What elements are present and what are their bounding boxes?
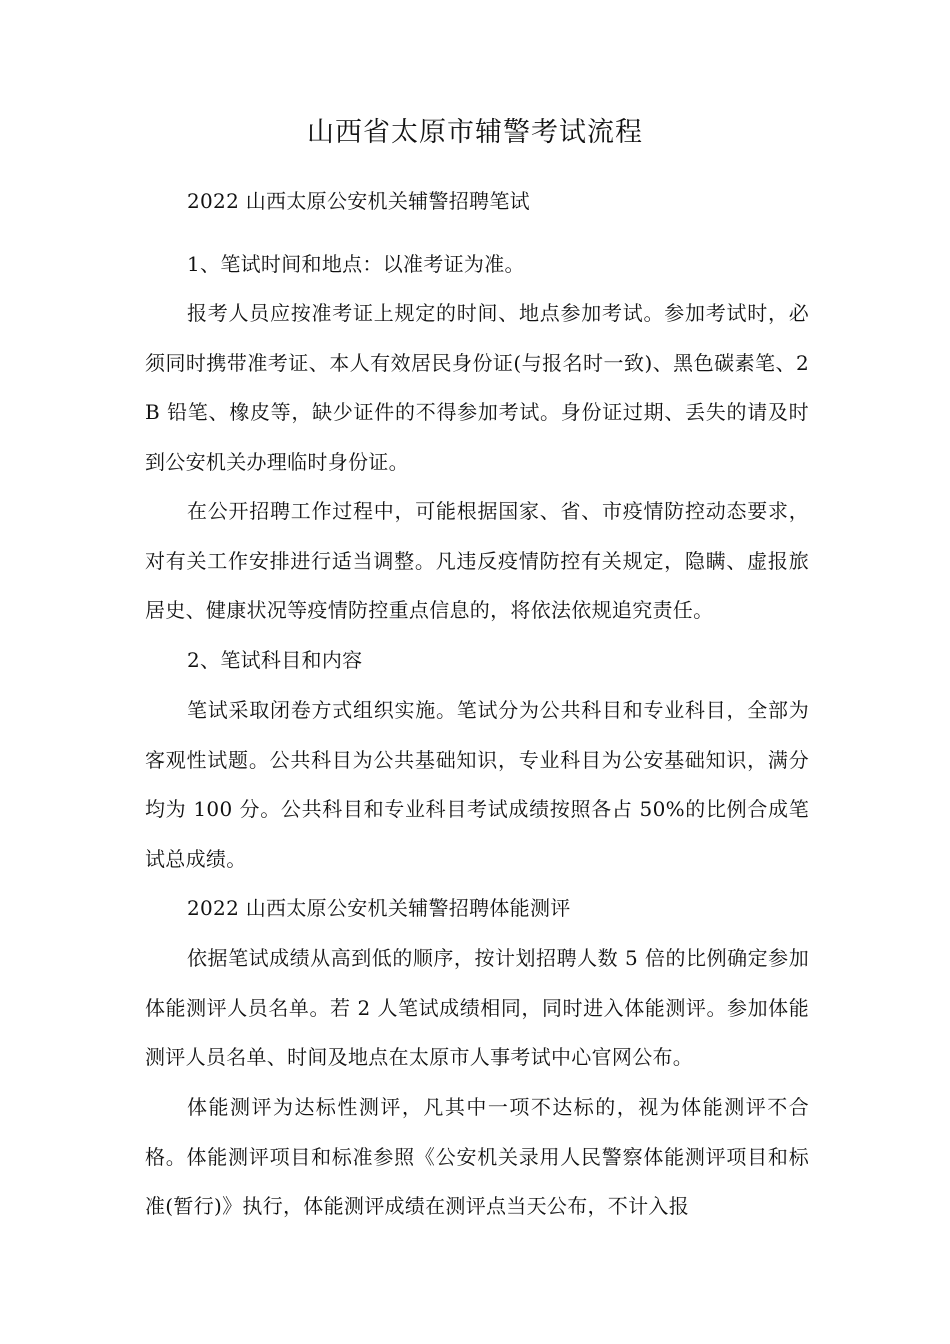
- paragraph-exam-time-place: 1、笔试时间和地点：以准考证为准。: [187, 252, 525, 276]
- paragraph-epidemic-control: 在公开招聘工作过程中，可能根据国家、省、市疫情防控动态要求，对有关工作安排进行适当调整。凡违反疫情防控有关规定，隐瞒、虚报旅居史、健康状况等疫情防控重点信息的，将依法依规追究责任。: [145, 499, 809, 622]
- paragraph-fitness-selection: 依据笔试成绩从高到低的顺序，按计划招聘人数 5 倍的比例确定参加体能测评人员名单。若 2 人笔试成绩相同，同时进入体能测评。参加体能测评人员名单、时间及地点在太原市人事考试中心官网公布。: [145, 946, 809, 1069]
- paragraph-exam-subjects-heading: 2、笔试科目和内容: [187, 648, 363, 672]
- paragraph-exam-subjects: 笔试采取闭卷方式组织实施。笔试分为公共科目和专业科目，全部为客观性试题。公共科目为公共基础知识，专业科目为公安基础知识，满分均为 100 分。公共科目和专业科目考试成绩按照各占 50%的比例合成笔试总成绩。: [145, 698, 809, 871]
- paragraph-heading-fitness-test: 2022 山西太原公安机关辅警招聘体能测评: [187, 896, 571, 920]
- document-title: 山西省太原市辅警考试流程: [307, 117, 643, 148]
- paragraph-heading-written-exam: 2022 山西太原公安机关辅警招聘笔试: [187, 189, 530, 213]
- paragraph-exam-requirements: 报考人员应按准考证上规定的时间、地点参加考试。参加考试时，必须同时携带准考证、本人有效居民身份证(与报名时一致)、黑色碳素笔、2B 铅笔、橡皮等，缺少证件的不得参加考试。身份证过期、丢失的请及时到公安机关办理临时身份证。: [145, 301, 809, 474]
- paragraph-fitness-standards: 体能测评为达标性测评，凡其中一项不达标的，视为体能测评不合格。体能测评项目和标准参照《公安机关录用人民警察体能测评项目和标准(暂行)》执行，体能测评成绩在测评点当天公布，不计入报: [145, 1095, 809, 1218]
